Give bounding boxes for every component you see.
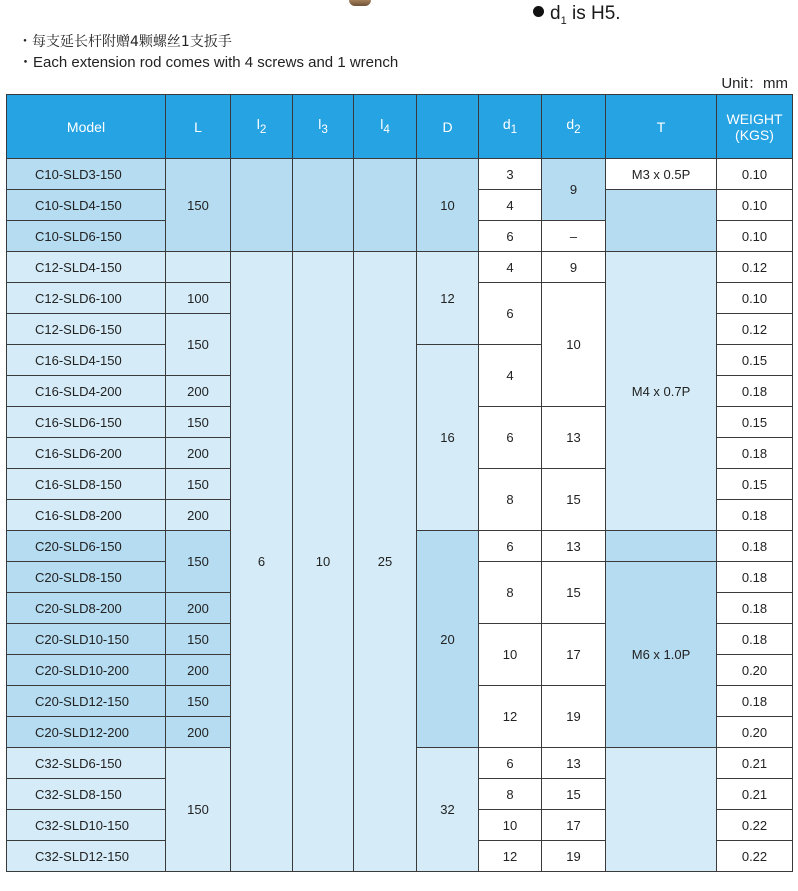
l2-cell: 6 <box>231 252 293 872</box>
d1-cell: 8 <box>479 562 542 624</box>
weight-cell: 0.20 <box>717 655 793 686</box>
model-cell: C12-SLD6-100 <box>7 283 166 314</box>
tolerance-suffix: is H5. <box>566 3 621 24</box>
L-cell: 150 <box>166 407 231 438</box>
l3-cell: 10 <box>293 252 354 872</box>
col-header-T: T <box>606 95 717 159</box>
model-cell: C16-SLD6-200 <box>7 438 166 469</box>
T-cell <box>606 531 717 562</box>
T-cell <box>606 748 717 872</box>
D-cell: 12 <box>417 252 479 345</box>
tolerance-prefix: d <box>550 3 561 24</box>
D-cell: 20 <box>417 531 479 748</box>
d2-cell: – <box>542 221 606 252</box>
weight-cell: 0.10 <box>717 283 793 314</box>
l4-base: l <box>380 115 384 132</box>
col-header-d2 <box>542 95 606 159</box>
d1-sub: 1 <box>510 122 518 136</box>
weight-cell: 0.21 <box>717 779 793 810</box>
col-header-l4 <box>354 95 417 159</box>
L-cell: 200 <box>166 655 231 686</box>
spec-table <box>6 94 793 872</box>
d2-cell: 9 <box>542 159 606 221</box>
weight-cell: 0.10 <box>717 159 793 190</box>
d1-cell: 3 <box>479 159 542 190</box>
l3-sub: 3 <box>321 122 328 136</box>
D-cell: 32 <box>417 748 479 872</box>
model-cell: C16-SLD8-200 <box>7 500 166 531</box>
weight-cell: 0.22 <box>717 810 793 841</box>
d1-cell: 6 <box>479 221 542 252</box>
model-cell: C20-SLD10-200 <box>7 655 166 686</box>
header-row <box>7 95 793 159</box>
T-cell <box>606 190 717 252</box>
d2-sub: 2 <box>574 122 581 136</box>
l2-sub: 2 <box>259 122 267 136</box>
l4-cell: 25 <box>354 252 417 872</box>
d2-cell: 17 <box>542 810 606 841</box>
d2-cell: 15 <box>542 562 606 624</box>
d1-cell: 4 <box>479 345 542 407</box>
model-cell: C10-SLD4-150 <box>7 190 166 221</box>
d2-cell: 13 <box>542 531 606 562</box>
d2-cell: 15 <box>542 779 606 810</box>
d1-cell: 6 <box>479 407 542 469</box>
L-cell: 150 <box>166 314 231 376</box>
d2-cell: 13 <box>542 748 606 779</box>
T-cell: M6 x 1.0P <box>606 562 717 748</box>
d2-cell: 10 <box>542 283 606 407</box>
d2-cell: 19 <box>542 841 606 872</box>
L-cell: 150 <box>166 469 231 500</box>
model-cell: C12-SLD4-150 <box>7 252 166 283</box>
tolerance-subscript: 1 <box>560 14 567 27</box>
col-header-model: Model <box>7 95 166 159</box>
col-header-l3 <box>293 95 354 159</box>
weight-cell: 0.18 <box>717 438 793 469</box>
product-image-fragment <box>349 0 371 6</box>
T-cell: M4 x 0.7P <box>606 252 717 531</box>
model-cell: C32-SLD12-150 <box>7 841 166 872</box>
d2-cell: 13 <box>542 407 606 469</box>
L-cell: 150 <box>166 531 231 593</box>
l2-base: l <box>256 115 260 132</box>
D-cell: 16 <box>417 345 479 531</box>
col-header-D: D <box>417 95 479 159</box>
L-cell: 150 <box>166 624 231 655</box>
d2-base: d <box>566 115 575 132</box>
tolerance-note <box>533 3 621 27</box>
model-cell: C20-SLD12-200 <box>7 717 166 748</box>
d1-cell: 12 <box>479 841 542 872</box>
d1-cell: 6 <box>479 283 542 345</box>
d1-cell: 8 <box>479 469 542 531</box>
unit-label: Unit：mm <box>721 75 788 92</box>
d1-base: d <box>502 115 511 132</box>
L-cell <box>166 252 231 283</box>
weight-cell: 0.15 <box>717 407 793 438</box>
weight-cell: 0.10 <box>717 190 793 221</box>
l3-cell <box>293 159 354 252</box>
table-row <box>7 159 793 190</box>
model-cell: C16-SLD8-150 <box>7 469 166 500</box>
model-cell: C12-SLD6-150 <box>7 314 166 345</box>
col-header-weight <box>717 95 793 159</box>
weight-cell: 0.22 <box>717 841 793 872</box>
model-cell: C32-SLD8-150 <box>7 779 166 810</box>
L-cell: 200 <box>166 500 231 531</box>
weight-cell: 0.20 <box>717 717 793 748</box>
T-cell: M3 x 0.5P <box>606 159 717 190</box>
weight-cell: 0.12 <box>717 252 793 283</box>
model-cell: C20-SLD8-150 <box>7 562 166 593</box>
weight-cell: 0.15 <box>717 469 793 500</box>
L-cell: 100 <box>166 283 231 314</box>
d2-cell: 9 <box>542 252 606 283</box>
d1-cell: 8 <box>479 779 542 810</box>
d1-cell: 6 <box>479 748 542 779</box>
weight-cell: 0.10 <box>717 221 793 252</box>
weight-cell: 0.18 <box>717 686 793 717</box>
table-row <box>7 252 793 283</box>
weight-cell: 0.18 <box>717 531 793 562</box>
weight-cell: 0.18 <box>717 376 793 407</box>
model-cell: C16-SLD4-150 <box>7 345 166 376</box>
L-cell: 150 <box>166 748 231 872</box>
L-cell: 200 <box>166 376 231 407</box>
d1-cell: 12 <box>479 686 542 748</box>
weight-line1: WEIGHT <box>726 110 783 127</box>
d1-cell: 6 <box>479 531 542 562</box>
l4-cell <box>354 159 417 252</box>
weight-line2: (KGS) <box>735 126 774 143</box>
weight-cell: 0.18 <box>717 562 793 593</box>
l2-cell <box>231 159 293 252</box>
model-cell: C32-SLD6-150 <box>7 748 166 779</box>
model-cell: C10-SLD6-150 <box>7 221 166 252</box>
bullet-icon <box>533 6 544 17</box>
L-cell: 200 <box>166 593 231 624</box>
d2-cell: 17 <box>542 624 606 686</box>
L-cell: 200 <box>166 717 231 748</box>
weight-cell: 0.12 <box>717 314 793 345</box>
d2-cell: 19 <box>542 686 606 748</box>
l4-sub: 4 <box>383 122 390 136</box>
L-cell: 150 <box>166 686 231 717</box>
d2-cell: 15 <box>542 469 606 531</box>
D-cell: 10 <box>417 159 479 252</box>
L-cell: 150 <box>166 159 231 252</box>
weight-cell: 0.21 <box>717 748 793 779</box>
model-cell: C20-SLD12-150 <box>7 686 166 717</box>
weight-cell: 0.15 <box>717 345 793 376</box>
weight-cell: 0.18 <box>717 624 793 655</box>
model-cell: C16-SLD6-150 <box>7 407 166 438</box>
model-cell: C20-SLD6-150 <box>7 531 166 562</box>
col-header-L: L <box>166 95 231 159</box>
model-cell: C32-SLD10-150 <box>7 810 166 841</box>
d1-cell: 4 <box>479 252 542 283</box>
l3-base: l <box>318 115 322 132</box>
d1-cell: 10 <box>479 810 542 841</box>
weight-cell: 0.18 <box>717 500 793 531</box>
col-header-l2 <box>231 95 293 159</box>
model-cell: C20-SLD10-150 <box>7 624 166 655</box>
col-header-d1 <box>479 95 542 159</box>
L-cell: 200 <box>166 438 231 469</box>
weight-cell: 0.18 <box>717 593 793 624</box>
model-cell: C16-SLD4-200 <box>7 376 166 407</box>
note-chinese: ・每支延长杆附赠4颗螺丝1支扳手 <box>18 34 232 50</box>
model-cell: C10-SLD3-150 <box>7 159 166 190</box>
d1-cell: 4 <box>479 190 542 221</box>
model-cell: C20-SLD8-200 <box>7 593 166 624</box>
note-english: ・Each extension rod comes with 4 screws and 1 wrench <box>18 54 399 71</box>
d1-cell: 10 <box>479 624 542 686</box>
